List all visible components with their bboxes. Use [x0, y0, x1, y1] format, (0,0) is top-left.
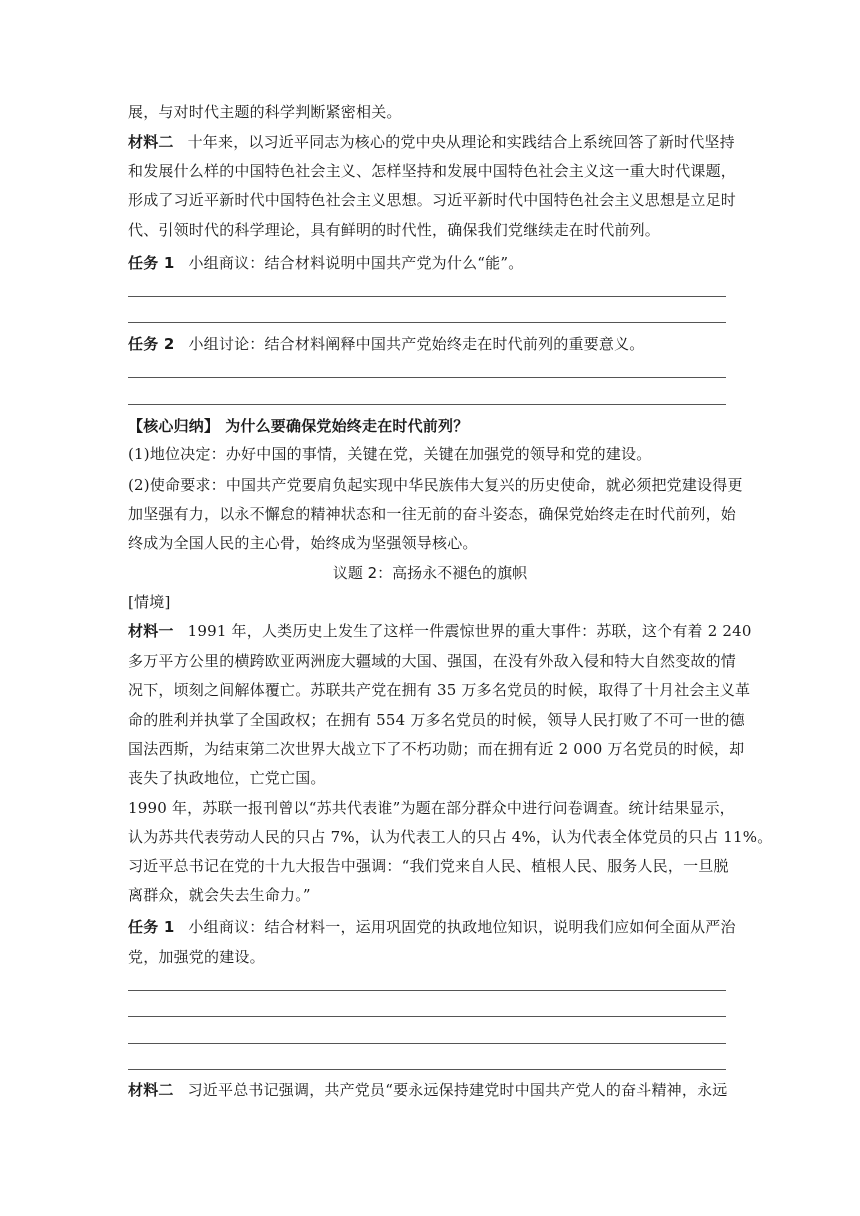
source-1-line-5: 国法西斯，为结束第二次世界大战立下了不朽功勋；而在拥有近 2 000 万名党员的时候，却	[128, 740, 745, 758]
answer-line[interactable]	[128, 1043, 726, 1044]
source-1-line-8: 认为苏共代表劳动人民的只占 7%，认为代表工人的只占 4%，认为代表全体党员的只占 11%。	[128, 828, 773, 846]
source-1-label: 材料一	[128, 622, 174, 640]
task-3-line-1	[128, 917, 738, 937]
source-2-line-1	[128, 1080, 738, 1100]
material-2-line-1	[128, 132, 738, 152]
answer-line[interactable]	[128, 1069, 726, 1070]
answer-line[interactable]	[128, 322, 726, 323]
core-summary-title: 为什么要确保党始终走在时代前列？	[225, 417, 469, 435]
task-2-text: 小组讨论：结合材料阐释中国共产党始终走在时代前列的重要意义。	[188, 335, 645, 353]
source-1-text: 1991 年，人类历史上发生了这样一件震惊世界的重大事件：苏联，这个有着 2 240	[187, 622, 752, 640]
material-1-continuation: 展，与对时代主题的科学判断紧密相关。	[128, 103, 402, 121]
material-2-line-2: 和发展什么样的中国特色社会主义、怎样坚持和发展中国特色社会主义这一重大时代课题，	[128, 162, 737, 180]
material-2-label: 材料二	[128, 133, 174, 151]
material-2-line-4: 代、引领时代的科学理论，具有鲜明的时代性，确保我们党继续走在时代前列。	[128, 221, 661, 239]
core-point-1: (1)地位决定：办好中国的事情，关键在党，关键在加强党的领导和党的建设。	[128, 445, 652, 463]
task-1-text: 小组商议：结合材料说明中国共产党为什么“能”。	[188, 254, 524, 272]
answer-line[interactable]	[128, 377, 726, 378]
source-1-line-6: 丧失了执政地位，亡党亡国。	[128, 769, 326, 787]
answer-line[interactable]	[128, 296, 726, 297]
source-1-line-7: 1990 年，苏联一报刊曾以“苏共代表谁”为题在部分群众中进行问卷调查。统计结果显示，	[128, 799, 735, 817]
task-3-label: 任务 1	[128, 918, 175, 936]
source-2-text: 习近平总书记强调，共产党员“要永远保持建党时中国共产党人的奋斗精神，永远	[187, 1081, 728, 1099]
source-2-label: 材料二	[128, 1081, 174, 1099]
answer-line[interactable]	[128, 990, 726, 991]
task-2	[128, 334, 738, 354]
answer-line[interactable]	[128, 404, 726, 405]
core-summary-label: 【核心归纳】	[128, 417, 220, 435]
task-3-line-2: 党，加强党的建设。	[128, 948, 265, 966]
source-1-line-2: 多万平方公里的横跨欧亚两洲庞大疆域的大国、强国，在没有外敌入侵和特大自然变故的情	[128, 652, 737, 670]
task-2-label: 任务 2	[128, 335, 175, 353]
material-2-line-3: 形成了习近平新时代中国特色社会主义思想。习近平新时代中国特色社会主义思想是立足时	[128, 191, 737, 209]
core-point-2-line-1: (2)使命要求：中国共产党要肩负起实现中华民族伟大复兴的历史使命，就必须把党建设得更	[128, 476, 743, 494]
source-1-line-3: 况下，顷刻之间解体覆亡。苏联共产党在拥有 35 万多名党员的时候，取得了十月社会主义革	[128, 681, 751, 699]
core-point-2-line-3: 终成为全国人民的主心骨，始终成为坚强领导核心。	[128, 534, 478, 552]
material-2-text: 十年来，以习近平同志为核心的党中央从理论和实践结合上系统回答了新时代坚持	[187, 133, 735, 151]
source-1-line-9: 习近平总书记在党的十九大报告中强调：“我们党来自人民、植根人民、服务人民，一旦脱	[128, 857, 729, 875]
source-1-line-4: 命的胜利并执掌了全国政权；在拥有 554 万多名党员的时候，领导人民打败了不可一世的德	[128, 711, 745, 729]
core-point-2-line-2: 加坚强有力，以永不懈怠的精神状态和一往无前的奋斗姿态，确保党始终走在时代前列，始	[128, 505, 737, 523]
topic-2-title: 议题 2：高扬永不褪色的旗帜	[332, 564, 528, 582]
task-1-label: 任务 1	[128, 254, 175, 272]
source-1-line-10: 离群众，就会失去生命力。”	[128, 886, 311, 904]
source-1-line-1	[128, 621, 752, 641]
task-1	[128, 253, 738, 273]
task-3-text: 小组商议：结合材料一，运用巩固党的执政地位知识，说明我们应如何全面从严治	[188, 918, 736, 936]
context-label: [情境]	[128, 593, 171, 611]
core-summary-heading	[128, 416, 738, 436]
answer-line[interactable]	[128, 1016, 726, 1017]
